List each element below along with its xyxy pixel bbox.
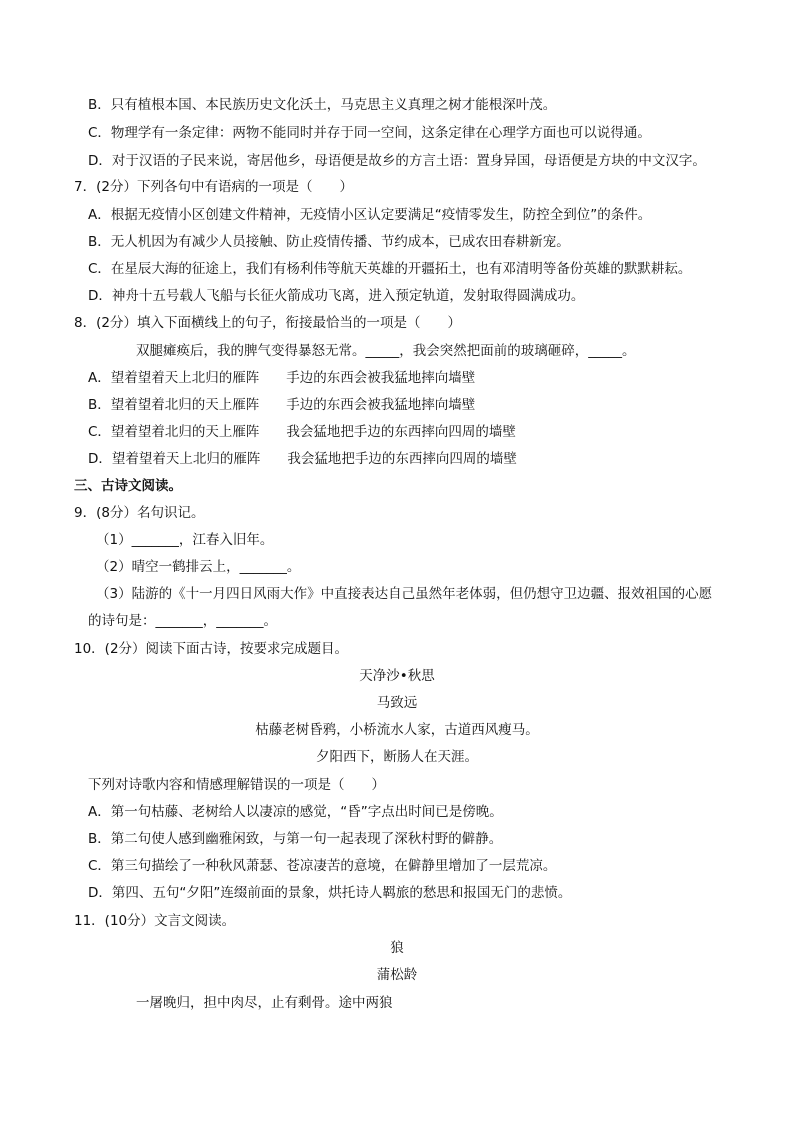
- q10-option-c: C．第三句描绘了一种秋风萧瑟、苍凉凄苦的意境，在僻静里增加了一层荒凉。: [88, 858, 557, 874]
- q10-stem: 下列对诗歌内容和情感理解错误的一项是（ ）: [88, 777, 385, 793]
- poem-author: 马致远: [376, 695, 418, 711]
- q10-option-b: B．第二句使人感到幽雅闲致，与第一句一起表现了深秋村野的僻静。: [88, 831, 503, 847]
- q6-option-b: B．只有植根本国、本民族历史文化沃土，马克思主义真理之树才能根深叶茂。: [88, 97, 557, 113]
- q8-option-d: D．望着望着天上北归的雁阵 我会猛地把手边的东西摔向四周的墙壁: [88, 451, 517, 467]
- q9-item-1: （1）_______，江春入旧年。: [96, 532, 274, 548]
- q9-item-2: （2）晴空一鹤排云上，_______。: [96, 559, 301, 575]
- poem-line-1: 枯藤老树昏鸦，小桥流水人家，古道西风瘦马。: [255, 722, 539, 738]
- q8-option-a: A．望着望着天上北归的雁阵 手边的东西会被我猛地摔向墙壁: [88, 370, 476, 386]
- wolf-text-line-1: 一屠晚归，担中肉尽，止有剩骨。途中两狼: [136, 995, 393, 1011]
- q10-option-a: A．第一句枯藤、老树给人以凄凉的感觉，“昏”字点出时间已是傍晚。: [88, 804, 503, 820]
- question-10: 10．(2分）阅读下面古诗，按要求完成题目。: [74, 641, 349, 657]
- wolf-title: 狼: [390, 940, 404, 956]
- q10-option-d: D．第四、五句“夕阳”连缀前面的景象，烘托诗人羁旅的愁思和报国无门的悲愤。: [88, 885, 572, 901]
- q6-option-c: C．物理学有一条定律：两物不能同时并存于同一空间，这条定律在心理学方面也可以说得通。: [88, 125, 651, 141]
- q8-option-c: C．望着望着北归的天上雁阵 我会猛地把手边的东西摔向四周的墙壁: [88, 424, 516, 440]
- q8-option-b: B．望着望着北归的天上雁阵 手边的东西会被我猛地摔向墙壁: [88, 397, 476, 413]
- q8-stem: 双腿瘫痪后，我的脾气变得暴怒无常。_____，我会突然把面前的玻璃砸碎，_____。: [136, 343, 636, 359]
- q7-option-c: C．在星辰大海的征途上，我们有杨利伟等航天英雄的开疆拓土，也有邓清明等备份英雄的默默耕耘。: [88, 261, 692, 277]
- question-8: 8．(2分）填入下面横线上的句子，衔接最恰当的一项是（ ）: [74, 315, 461, 331]
- q7-option-a: A．根据无疫情小区创建文件精神，无疫情小区认定要满足“疫情零发生，防控全到位”的条件。: [88, 207, 652, 223]
- question-11: 11．(10分）文言文阅读。: [74, 913, 236, 929]
- q9-item-3: （3）陆游的《十一月四日风雨大作》中直接表达自己虽然年老体弱，但仍想守卫边疆、报效祖国的心愿: [96, 586, 713, 602]
- question-7: 7．(2分）下列各句中有语病的一项是（ ）: [74, 179, 353, 195]
- poem-title: 天净沙•秋思: [359, 668, 435, 684]
- poem-line-2: 夕阳西下，断肠人在天涯。: [316, 749, 478, 765]
- q9-item-3-cont: 的诗句是：_______，_______。: [88, 613, 277, 629]
- wolf-author: 蒲松龄: [376, 967, 418, 983]
- question-9: 9．(8分）名句识记。: [74, 505, 205, 521]
- q7-option-d: D．神舟十五号载人飞船与长征火箭成功飞离，进入预定轨道，发射取得圆满成功。: [88, 288, 585, 304]
- q6-option-d: D．对于汉语的子民来说，寄居他乡，母语便是故乡的方言土语：置身异国，母语便是方块的中文汉字。: [88, 153, 706, 169]
- section-3-heading: 三、古诗文阅读。: [74, 478, 182, 494]
- q7-option-b: B．无人机因为有减少人员接触、防止疫情传播、节约成本，已成农田春耕新宠。: [88, 234, 570, 250]
